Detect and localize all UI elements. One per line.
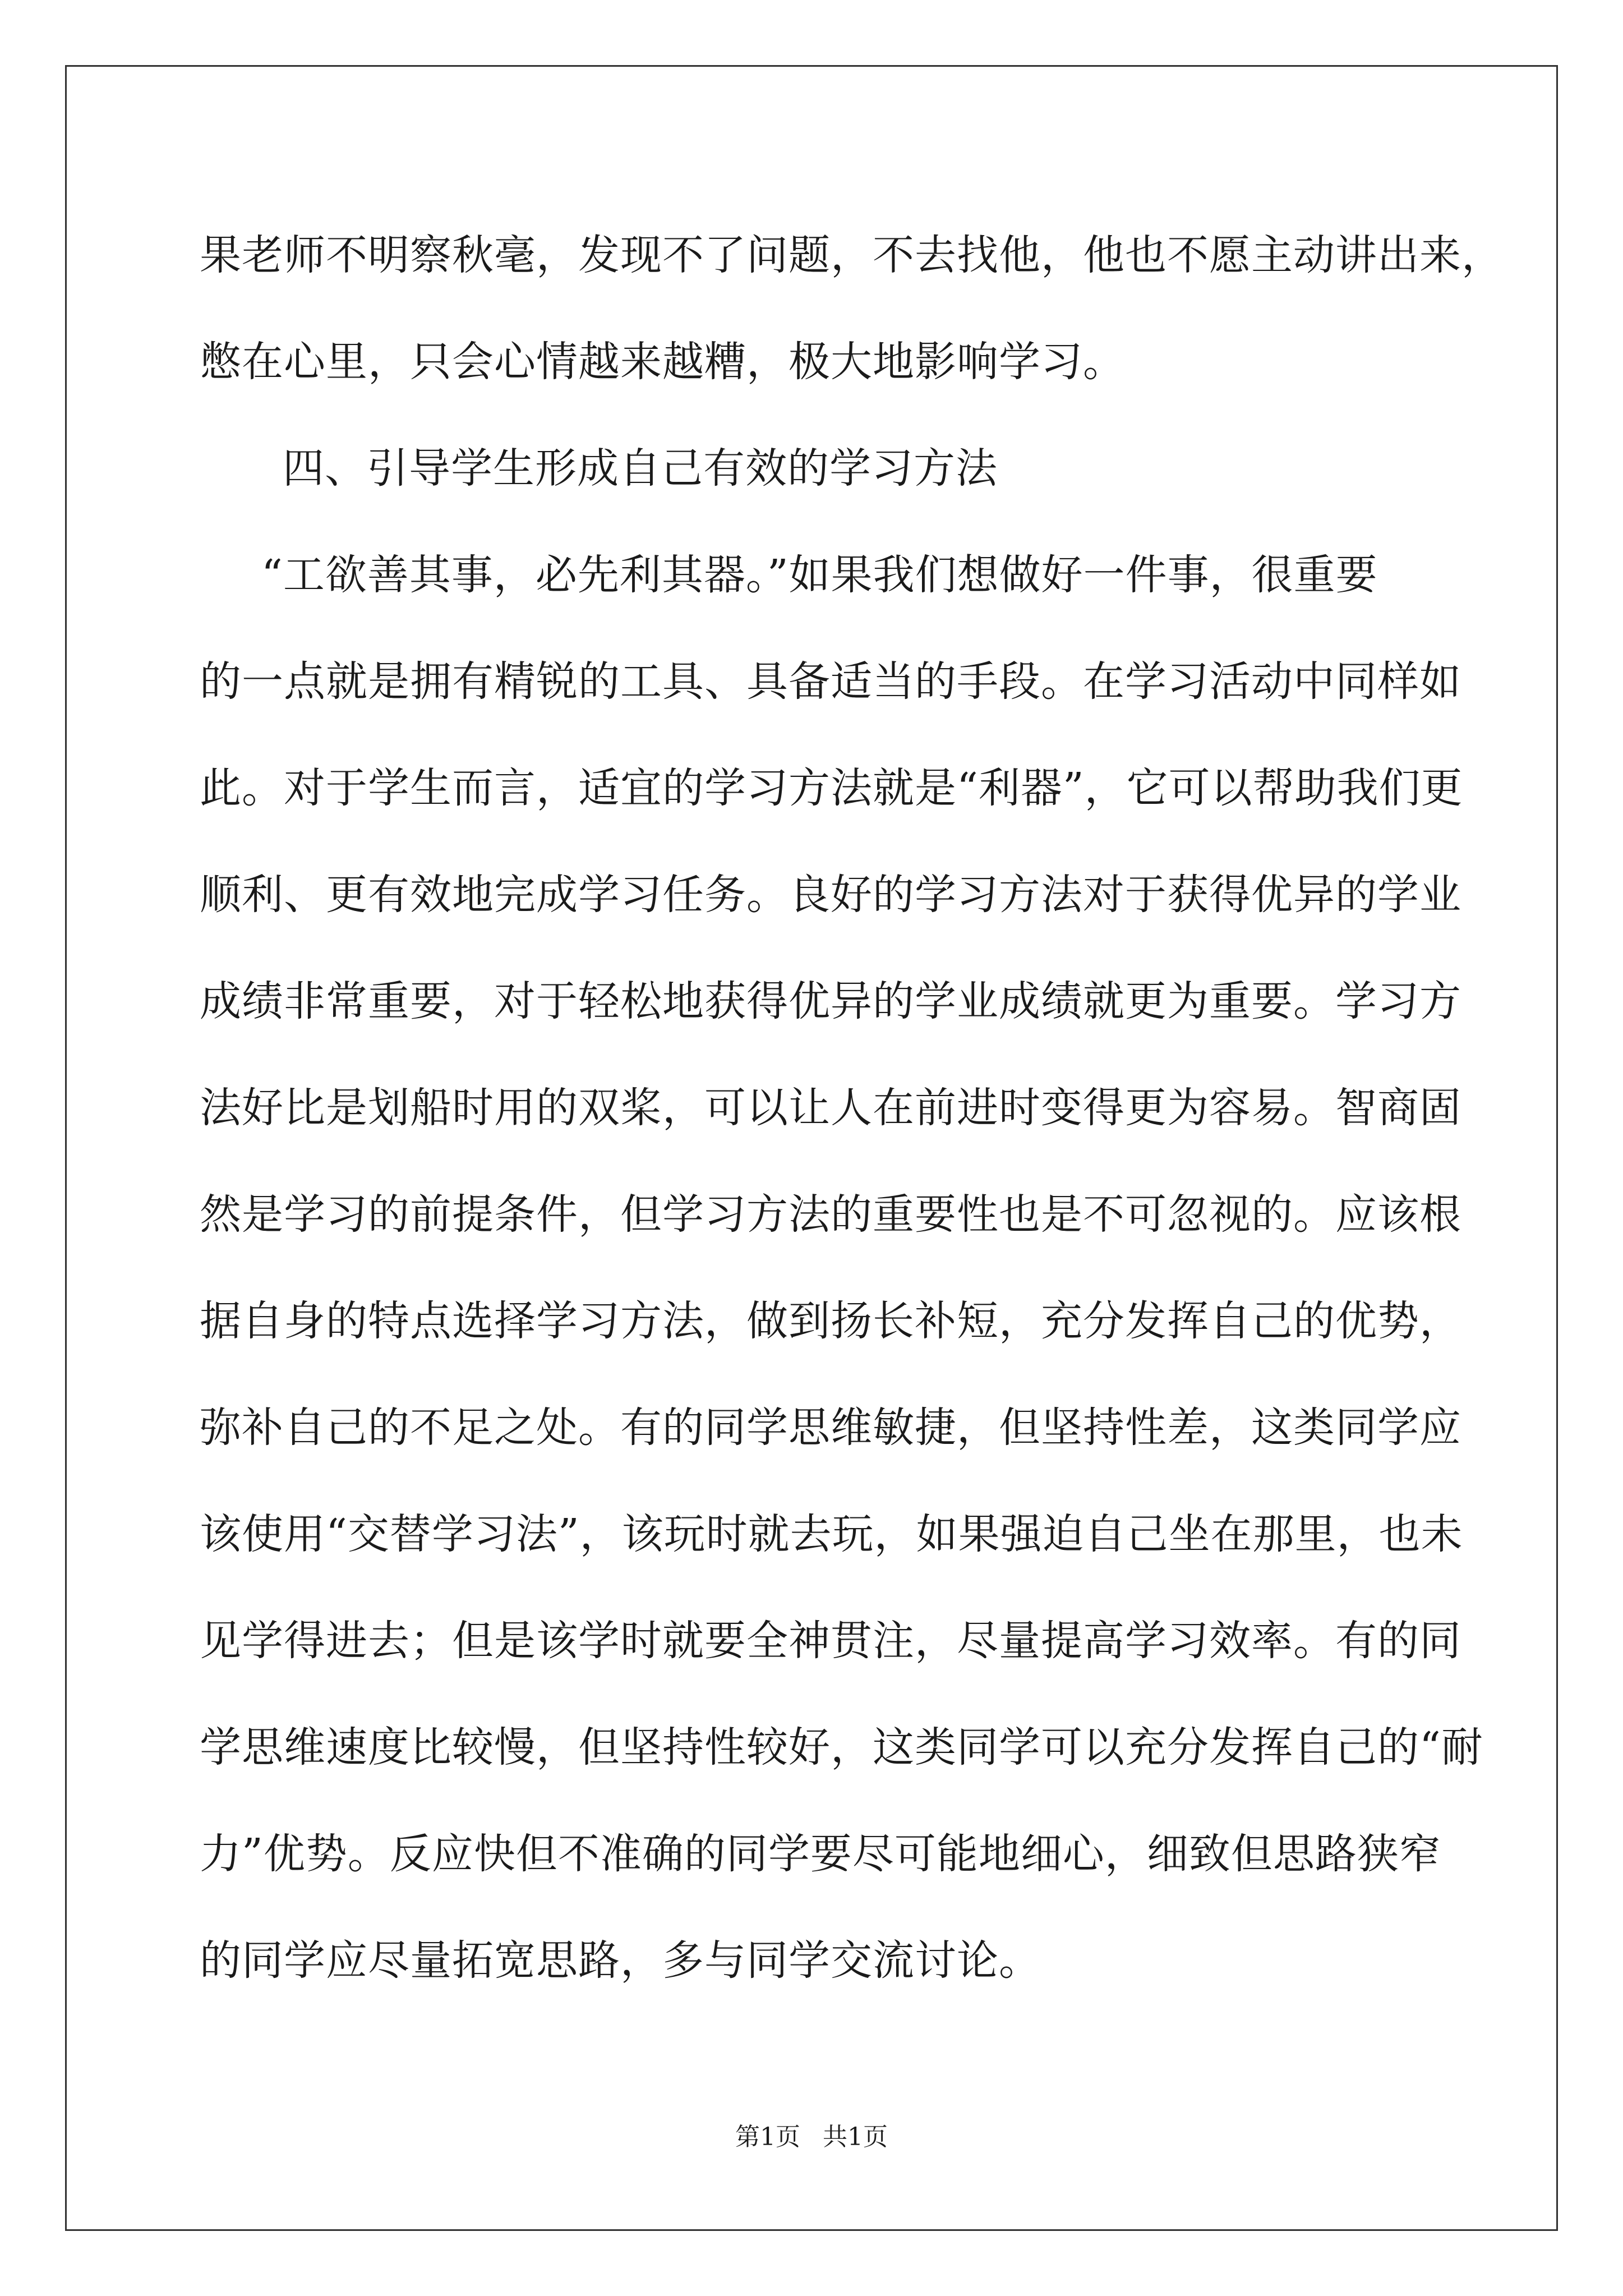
text-line: 弥补自己的不足之处。有的同学思维敏捷，但坚持性差，这类同学应 xyxy=(200,1404,1461,1452)
text-line: 果老师不明察秋毫，发现不了问题，不去找他，他也不愿主动讲出来， xyxy=(200,231,1504,279)
page-footer xyxy=(0,2120,1623,2154)
text-line: 法好比是划船时用的双桨，可以让人在前进时变得更为容易。智商固 xyxy=(200,1084,1461,1132)
text-line: 据自身的特点选择学习方法，做到扬长补短，充分发挥自己的优势， xyxy=(200,1297,1461,1345)
text-line: 此。对于学生而言，适宜的学习方法就是“利器”，它可以帮助我们更 xyxy=(200,764,1463,812)
text-line: 然是学习的前提条件，但学习方法的重要性也是不可忽视的。应该根 xyxy=(200,1190,1461,1239)
page-number-current: 第1页 xyxy=(735,2123,800,2151)
section-heading: 四、引导学生形成自己有效的学习方法 xyxy=(283,444,998,493)
text-line: 的同学应尽量拓宽思路，多与同学交流讨论。 xyxy=(200,1936,1041,1985)
text-line: 憋在心里，只会心情越来越糟，极大地影响学习。 xyxy=(200,338,1125,386)
text-line: “工欲善其事，必先利其器。”如果我们想做好一件事，很重要 xyxy=(261,551,1378,599)
document-body xyxy=(200,224,1504,2036)
text-line: 成绩非常重要，对于轻松地获得优异的学业成绩就更为重要。学习方 xyxy=(200,977,1461,1025)
text-line: 该使用“交替学习法”，该玩时就去玩，如果强迫自己坐在那里，也未 xyxy=(200,1510,1463,1558)
text-line: 的一点就是拥有精锐的工具、具备适当的手段。在学习活动中同样如 xyxy=(200,657,1461,706)
text-line: 顺利、更有效地完成学习任务。良好的学习方法对于获得优异的学业 xyxy=(200,871,1461,919)
text-line: 力”优势。反应快但不准确的同学要尽可能地细心，细致但思路狭窄 xyxy=(200,1830,1441,1878)
page-number-total: 共1页 xyxy=(823,2123,888,2151)
text-line: 学思维速度比较慢，但坚持性较好，这类同学可以充分发挥自己的“耐 xyxy=(200,1723,1483,1772)
text-line: 见学得进去；但是该学时就要全神贯注，尽量提高学习效率。有的同 xyxy=(200,1617,1461,1665)
